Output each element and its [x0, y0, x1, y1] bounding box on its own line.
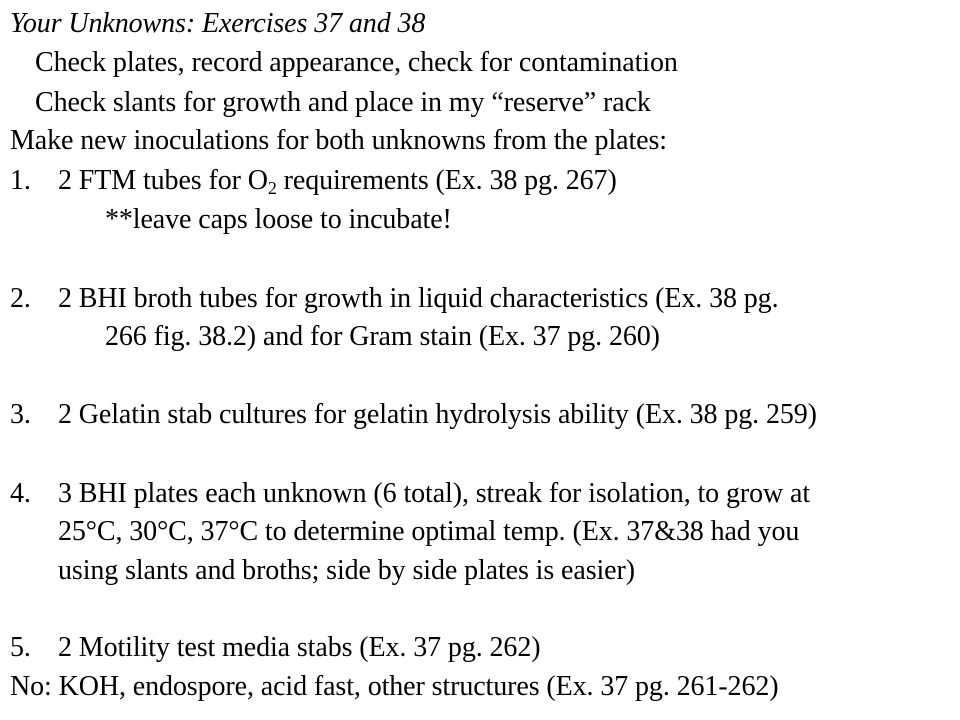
check-slants-line: Check slants for growth and place in my “reserve” rack: [35, 87, 651, 118]
list-item-3: [10, 397, 817, 433]
list-item-number: 2.: [10, 283, 31, 314]
list-item-4: [10, 476, 810, 512]
list-item-text: 2 BHI broth tubes for growth in liquid characteristics (Ex. 38 pg.: [58, 283, 779, 314]
check-plates-line: Check plates, record appearance, check for contamination: [35, 47, 678, 78]
list-item-text: requirements (Ex. 38 pg. 267): [276, 165, 617, 196]
list-item-1-note: **leave caps loose to incubate!: [105, 204, 452, 235]
list-item-number: 5.: [10, 632, 31, 663]
subscript: 2: [267, 178, 277, 198]
make-inoculations-line: Make new inoculations for both unknowns from the plates:: [10, 125, 667, 156]
list-item-5: [10, 630, 540, 666]
list-item-number: 4.: [10, 478, 31, 509]
list-item-text: 2 Gelatin stab cultures for gelatin hydrolysis ability (Ex. 38 pg. 259): [58, 399, 817, 430]
list-item-2: [10, 281, 778, 317]
list-item-number: 1.: [10, 165, 31, 196]
list-item-4-continued: using slants and broths; side by side plates is easier): [58, 555, 635, 586]
list-item-text: 2 Motility test media stabs (Ex. 37 pg. 262): [58, 632, 541, 663]
footer-note: No: KOH, endospore, acid fast, other structures (Ex. 37 pg. 261-262): [10, 671, 779, 702]
slide-title: Your Unknowns: Exercises 37 and 38: [10, 8, 426, 39]
list-item-text: 2 FTM tubes for O: [58, 165, 268, 196]
list-item-text: 3 BHI plates each unknown (6 total), streak for isolation, to grow at: [58, 478, 811, 509]
list-item-2-continued: 266 fig. 38.2) and for Gram stain (Ex. 37 pg. 260): [105, 321, 660, 352]
list-item-4-continued: 25°C, 30°C, 37°C to determine optimal temp. (Ex. 37&38 had you: [58, 516, 800, 547]
list-item-number: 3.: [10, 399, 31, 430]
list-item-1: [10, 163, 617, 199]
